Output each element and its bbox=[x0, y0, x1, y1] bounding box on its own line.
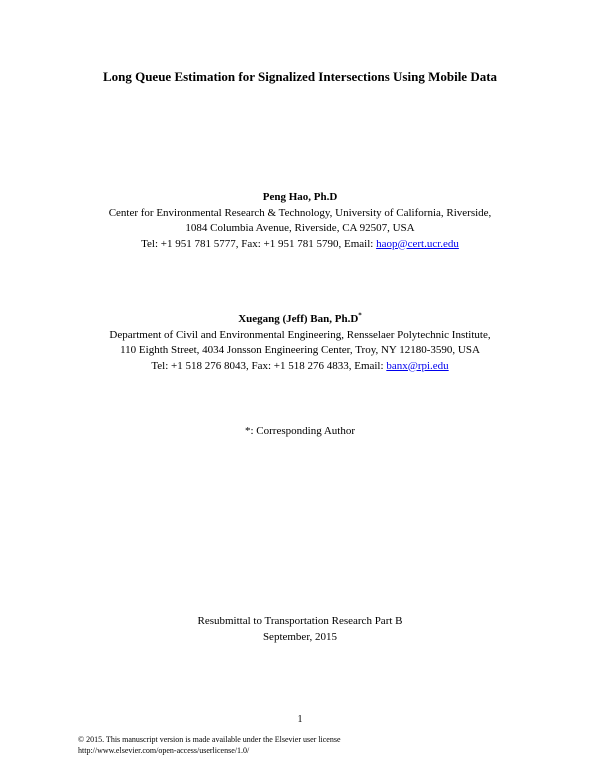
corresponding-author-note: *: Corresponding Author bbox=[245, 425, 355, 437]
author-affiliation-line: Department of Civil and Environmental Engineering, Rensselaer Polytechnic Institute, bbox=[109, 328, 491, 341]
author-block-2 bbox=[0, 312, 600, 374]
author-contact-text: Tel: +1 951 781 5777, Fax: +1 951 781 5790, Email: bbox=[141, 237, 377, 250]
submission-info bbox=[0, 614, 600, 645]
submission-venue: Resubmittal to Transportation Research Part B bbox=[197, 615, 403, 627]
license-footer bbox=[78, 734, 341, 756]
author-name-line bbox=[0, 312, 600, 328]
author-contact-text: Tel: +1 518 276 8043, Fax: +1 518 276 4833, Email: bbox=[151, 359, 387, 372]
author-contact-line bbox=[0, 359, 600, 375]
author-email-link[interactable]: haop@cert.ucr.edu bbox=[376, 237, 459, 250]
author-name: Peng Hao, Ph.D bbox=[262, 191, 338, 203]
author-block-1 bbox=[0, 190, 600, 252]
submission-date: September, 2015 bbox=[262, 630, 338, 643]
corresponding-marker: * bbox=[358, 311, 362, 320]
author-address-line: 1084 Columbia Avenue, Riverside, CA 92507, USA bbox=[185, 222, 415, 234]
paper-title: Long Queue Estimation for Signalized Intersections Using Mobile Data bbox=[102, 69, 498, 84]
page-number: 1 bbox=[297, 714, 303, 725]
author-affiliation-line: Center for Environmental Research & Technology, University of California, Riverside, bbox=[108, 206, 492, 219]
author-contact-line bbox=[0, 237, 600, 253]
license-text: © 2015. This manuscript version is made available under the Elsevier user license bbox=[78, 735, 341, 744]
author-name: Xuegang (Jeff) Ban, Ph.D bbox=[238, 313, 359, 325]
license-url[interactable]: http://www.elsevier.com/open-access/userlicense/1.0/ bbox=[78, 746, 250, 755]
author-email-link[interactable]: banx@rpi.edu bbox=[386, 359, 449, 372]
author-address-line: 110 Eighth Street, 4034 Jonsson Engineering Center, Troy, NY 12180-3590, USA bbox=[120, 344, 480, 356]
